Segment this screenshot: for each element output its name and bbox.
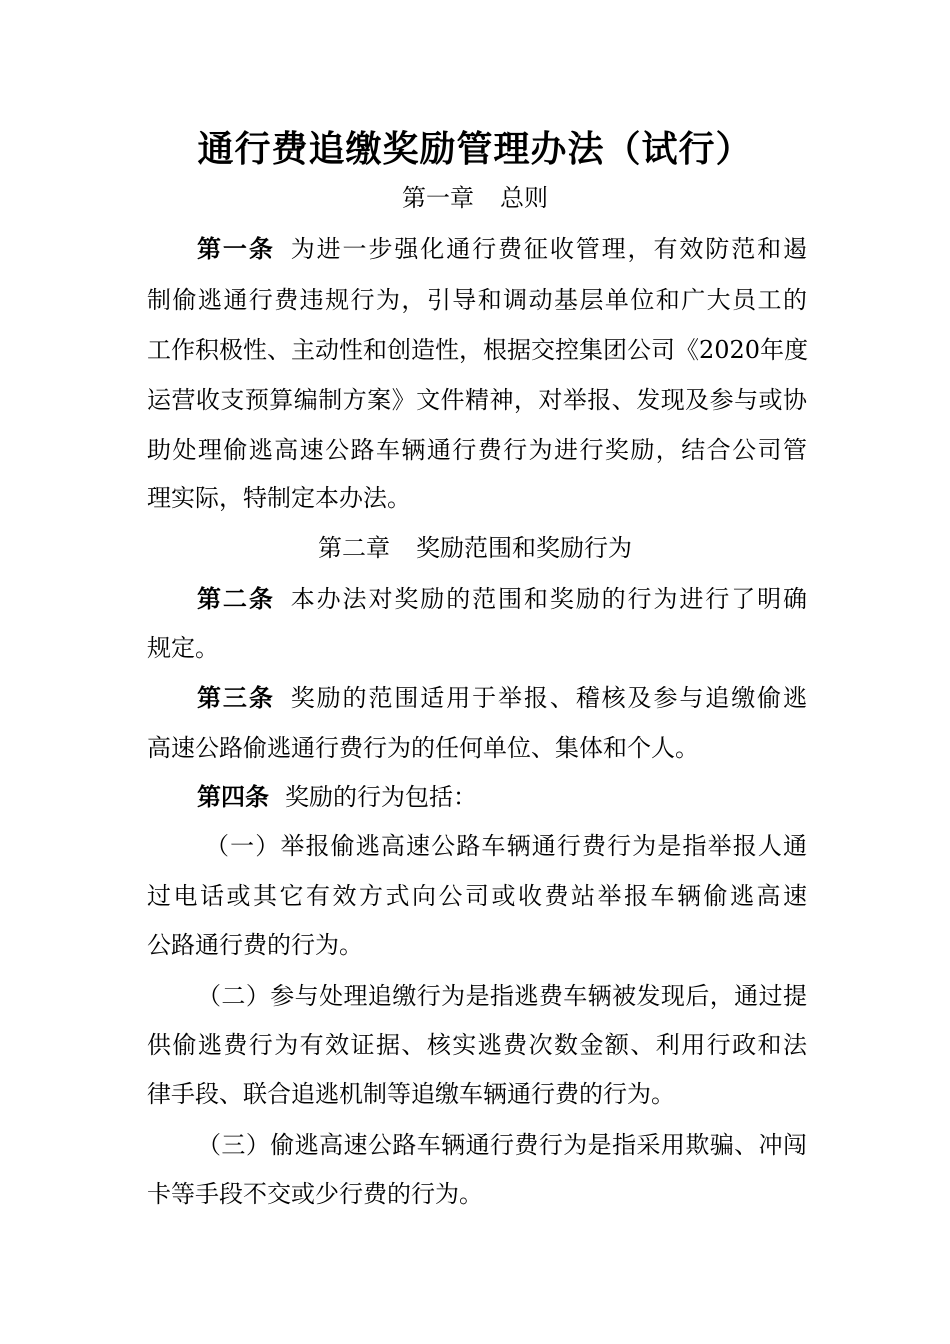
article-label: 第三条 — [197, 684, 275, 712]
article-4-item-3-line: （三）偷逃高速公路车辆通行费行为是指采用欺骗、冲闯 — [197, 1131, 807, 1159]
article-1-line: 制偷逃通行费违规行为，引导和调动基层单位和广大员工的 — [147, 286, 807, 314]
article-1-line — [197, 229, 807, 269]
article-text: 为进一步强化通行费征收管理，有效防范和遏 — [290, 235, 808, 263]
article-1-line: 理实际，特制定本办法。 — [147, 484, 411, 512]
chapter-number: 第一章 — [402, 184, 474, 212]
article-text: 奖励的范围适用于举报、稽核及参与追缴偷逃 — [290, 684, 808, 712]
article-3-line: 高速公路偷逃通行费行为的任何单位、集体和个人。 — [147, 734, 699, 762]
article-4-item-3-line: 卡等手段不交或少行费的行为。 — [147, 1180, 483, 1208]
article-1-line: 运营收支预算编制方案》文件精神，对举报、发现及参与或协 — [147, 386, 807, 414]
article-label: 第二条 — [197, 585, 275, 613]
article-4-item-2-line: 律手段、联合追逃机制等追缴车辆通行费的行为。 — [147, 1080, 675, 1108]
chapter-heading-1 — [0, 178, 950, 218]
article-text: 奖励的行为包括： — [285, 783, 477, 811]
article-4-line — [197, 777, 807, 817]
article-3-line — [197, 678, 807, 718]
document-title: 通行费追缴奖励管理办法（试行） — [197, 128, 753, 170]
chapter-heading-2 — [0, 528, 950, 568]
article-2-line — [197, 579, 807, 619]
chapter-number: 第二章 — [318, 534, 390, 562]
article-2-line: 规定。 — [147, 634, 219, 662]
article-4-item-2-line: 供偷逃费行为有效证据、核实逃费次数金额、利用行政和法 — [147, 1031, 807, 1059]
article-label: 第四条 — [197, 783, 269, 811]
chapter-name: 奖励范围和奖励行为 — [416, 534, 632, 562]
chapter-name: 总则 — [500, 184, 548, 212]
article-4-item-1-line: 过电话或其它有效方式向公司或收费站举报车辆偷逃高速 — [147, 882, 807, 910]
article-1-line: 工作积极性、主动性和创造性，根据交控集团公司《2020年度 — [147, 336, 809, 364]
article-4-item-2-line: （二）参与处理追缴行为是指逃费车辆被发现后，通过提 — [197, 982, 807, 1010]
article-text: 本办法对奖励的范围和奖励的行为进行了明确 — [290, 585, 808, 613]
article-label: 第一条 — [197, 235, 275, 263]
article-4-item-1-line: （一）举报偷逃高速公路车辆通行费行为是指举报人通 — [205, 832, 807, 860]
article-1-line: 助处理偷逃高速公路车辆通行费行为进行奖励，结合公司管 — [147, 436, 807, 464]
article-4-item-1-line: 公路通行费的行为。 — [147, 931, 363, 959]
